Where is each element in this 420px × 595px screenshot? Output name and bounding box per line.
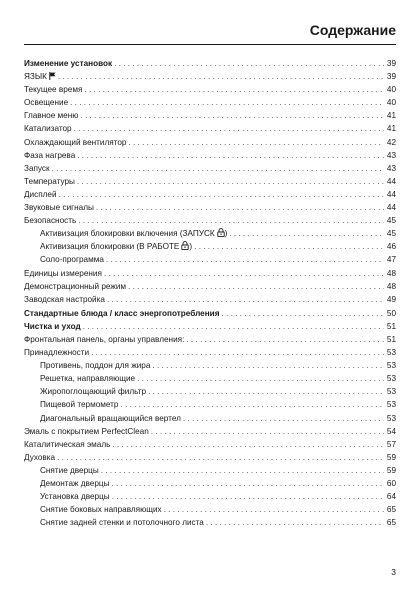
- toc-entry-page: 53: [386, 348, 396, 358]
- dot-leader: [57, 451, 384, 464]
- toc-entry[interactable]: [24, 333, 396, 346]
- toc-entry-page: 40: [386, 98, 396, 108]
- toc-entry-title: [24, 149, 75, 162]
- dot-leader: [101, 464, 384, 477]
- toc-entry[interactable]: [24, 425, 396, 438]
- toc-entry[interactable]: [24, 109, 396, 122]
- toc-entry[interactable]: [24, 96, 396, 109]
- toc-entry-text: Главное меню: [24, 111, 79, 121]
- toc-entry-text: Противень, поддон для жира: [40, 361, 151, 371]
- toc-entry[interactable]: [24, 359, 396, 372]
- toc-entry-title: [24, 136, 126, 149]
- toc-entry-page: 51: [386, 334, 396, 344]
- toc-entry[interactable]: [24, 175, 396, 188]
- toc-entry[interactable]: [24, 385, 396, 398]
- toc-entry-text: Снятие дверцы: [40, 465, 99, 475]
- toc-entry-page: 39: [386, 72, 396, 82]
- toc-entry[interactable]: [24, 267, 396, 280]
- toc-entry-page: 53: [386, 387, 396, 397]
- toc-entry-page: 53: [386, 400, 396, 410]
- toc-entry-text: Принадлежности: [24, 348, 90, 358]
- toc-entry-text: Звуковые сигналы: [24, 203, 94, 213]
- page-title: Содержание: [24, 22, 396, 45]
- toc-entry-page: 49: [386, 294, 396, 304]
- toc-entry[interactable]: [24, 307, 396, 320]
- toc-entry[interactable]: [24, 280, 396, 293]
- toc-entry[interactable]: [24, 372, 396, 385]
- toc-entry-text: Снятие задней стенки и потолочного листа: [40, 518, 204, 528]
- dot-leader: [183, 412, 384, 425]
- toc-entry-text: Дисплей: [24, 189, 57, 199]
- toc-entry-title: [24, 175, 75, 188]
- toc-entry-title: [24, 162, 50, 175]
- toc-entry[interactable]: [24, 293, 396, 306]
- toc-entry-title: [24, 122, 72, 135]
- toc-entry-page: 45: [386, 216, 396, 226]
- toc-entry[interactable]: [24, 516, 396, 529]
- toc-entry-title: [24, 490, 110, 503]
- toc-entry-title: [24, 214, 76, 227]
- dot-leader: [59, 188, 384, 201]
- toc-entry-text: Решетка, направляющие: [40, 374, 136, 384]
- toc-entry-text: Каталитическая эмаль: [24, 439, 111, 449]
- toc-entry-page: 41: [386, 124, 396, 134]
- toc-entry-title: [24, 267, 102, 280]
- dot-leader: [148, 385, 384, 398]
- toc-entry-page: 65: [386, 518, 396, 528]
- toc-entry-page: 47: [386, 255, 396, 265]
- toc-entry-text: Катализатор: [24, 124, 72, 134]
- toc-entry-title: [24, 96, 68, 109]
- toc-entry-title: [24, 346, 89, 359]
- toc-entry[interactable]: [24, 477, 396, 490]
- toc-entry-text: Эмаль с покрытием PerfectClean: [24, 426, 149, 436]
- table-of-contents: [24, 57, 396, 529]
- toc-entry-page: 53: [386, 374, 396, 384]
- dot-leader: [137, 372, 384, 385]
- toc-entry-page: 59: [386, 465, 396, 475]
- dot-leader: [112, 490, 384, 503]
- toc-entry[interactable]: [24, 227, 396, 240]
- toc-entry-page: 43: [386, 163, 396, 173]
- toc-entry-title: [24, 70, 56, 84]
- toc-entry-title: [24, 240, 192, 254]
- toc-entry-title: [24, 109, 78, 122]
- toc-entry-page: 41: [386, 111, 396, 121]
- dot-leader: [83, 320, 384, 333]
- toc-entry-title: [24, 83, 82, 96]
- toc-entry-title: [24, 438, 110, 451]
- dot-leader: [128, 280, 384, 293]
- toc-entry-text: Изменение установок: [24, 59, 113, 68]
- toc-entry-title: [24, 227, 227, 241]
- toc-entry-page: 46: [386, 242, 396, 252]
- toc-entry-text: Соло-программа: [40, 255, 104, 265]
- toc-entry-title: [24, 280, 126, 293]
- toc-entry-page: 44: [386, 189, 396, 199]
- toc-entry-text: Безопасность: [24, 216, 77, 226]
- toc-entry-text: Охлаждающий вентилятор: [24, 137, 127, 147]
- toc-entry[interactable]: [24, 398, 396, 411]
- toc-entry-page: 43: [386, 150, 396, 160]
- toc-entry-page: 40: [386, 85, 396, 95]
- toc-entry-page: 44: [386, 176, 396, 186]
- toc-entry-title: [24, 320, 81, 333]
- toc-entry-title: [24, 333, 184, 346]
- toc-entry-title: [24, 425, 149, 438]
- toc-entry[interactable]: [24, 451, 396, 464]
- dot-leader: [229, 227, 384, 240]
- toc-entry[interactable]: [24, 438, 396, 451]
- dot-leader: [77, 149, 384, 162]
- dot-leader: [114, 57, 384, 70]
- dot-leader: [186, 333, 384, 346]
- toc-entry[interactable]: [24, 83, 396, 96]
- toc-entry-title: [24, 516, 204, 529]
- toc-entry-page: 64: [386, 492, 396, 502]
- toc-entry-title: [24, 477, 109, 490]
- dot-leader: [91, 346, 384, 359]
- toc-entry-text: Заводская настройка: [24, 294, 105, 304]
- dot-leader: [120, 398, 384, 411]
- toc-entry-text: Температуры: [24, 176, 75, 186]
- toc-entry-text: Фронтальная панель, органы управления:: [24, 334, 185, 344]
- toc-entry-title: [24, 464, 99, 477]
- toc-entry-text: Фаза нагрева: [24, 150, 76, 160]
- toc-entry-text: Демонтаж дверцы: [40, 479, 110, 488]
- toc-entry-page: 44: [386, 203, 396, 213]
- toc-entry[interactable]: [24, 253, 396, 266]
- toc-entry[interactable]: [24, 162, 396, 175]
- toc-entry-title: [24, 359, 150, 372]
- toc-entry[interactable]: [24, 214, 396, 227]
- toc-entry-text: Активизация блокировки включения (ЗАПУСК: [40, 229, 215, 239]
- toc-entry[interactable]: [24, 188, 396, 201]
- toc-entry[interactable]: [24, 136, 396, 149]
- dot-leader: [111, 477, 384, 490]
- toc-entry-title: [24, 385, 146, 398]
- toc-entry-title: [24, 398, 118, 411]
- dot-leader: [80, 109, 384, 122]
- dot-leader: [104, 267, 384, 280]
- dot-leader: [70, 96, 384, 109]
- toc-entry[interactable]: [24, 412, 396, 425]
- dot-leader: [206, 516, 384, 529]
- toc-entry-page: 54: [386, 426, 396, 436]
- dot-leader: [84, 83, 384, 96]
- dot-leader: [96, 201, 384, 214]
- toc-entry[interactable]: [24, 240, 396, 253]
- toc-entry-text: Единицы измерения: [24, 268, 102, 278]
- toc-entry-page: 65: [386, 505, 396, 515]
- toc-entry-title: [24, 412, 181, 425]
- toc-entry-page: 45: [386, 229, 396, 239]
- toc-entry[interactable]: [24, 503, 396, 516]
- dot-leader: [107, 293, 384, 306]
- toc-entry-page: 53: [386, 361, 396, 371]
- toc-entry-text: Стандартные блюда / класс энергопотребления: [24, 308, 220, 318]
- toc-entry-page: 59: [386, 452, 396, 462]
- toc-entry-title: [24, 451, 55, 464]
- dot-leader: [106, 253, 384, 266]
- toc-entry-page: 51: [386, 321, 396, 331]
- toc-entry[interactable]: [24, 320, 396, 333]
- toc-entry-text: Снятие боковых направляющих: [40, 505, 162, 515]
- toc-entry-page: 50: [386, 308, 396, 318]
- toc-entry-page: 53: [386, 413, 396, 423]
- toc-entry-title: [24, 253, 104, 266]
- toc-entry-text: Чистка и уход: [24, 321, 81, 331]
- dot-leader: [78, 214, 384, 227]
- dot-leader: [74, 122, 384, 135]
- toc-entry-text: Запуск: [24, 163, 50, 173]
- toc-entry-page: 57: [386, 439, 396, 449]
- toc-entry-page: 42: [386, 137, 396, 147]
- toc-entry-text: Жиропоглощающий фильтр: [40, 387, 147, 397]
- toc-entry-text: Диагональный вращающийся вертел: [40, 413, 181, 423]
- toc-entry-page: 60: [386, 479, 396, 488]
- toc-entry-text: Пищевой термометр: [40, 400, 119, 410]
- toc-entry-title: [24, 372, 135, 385]
- page-number: 3: [391, 567, 396, 577]
- toc-entry[interactable]: [24, 122, 396, 135]
- toc-entry-text: Установка дверцы: [40, 492, 110, 502]
- toc-entry[interactable]: [24, 149, 396, 162]
- toc-entry-title: [24, 307, 219, 320]
- toc-entry-title: [24, 503, 162, 516]
- dot-leader: [112, 438, 384, 451]
- dot-leader: [221, 307, 384, 320]
- toc-entry-title: [24, 188, 57, 201]
- toc-entry[interactable]: [24, 346, 396, 359]
- toc-entry-title: [24, 201, 94, 214]
- dot-leader: [58, 70, 384, 83]
- toc-entry[interactable]: [24, 464, 396, 477]
- toc-entry-text: Освещение: [24, 98, 69, 108]
- toc-entry-suffix: ): [189, 242, 193, 252]
- dot-leader: [164, 503, 384, 516]
- toc-entry-suffix: ): [224, 229, 228, 239]
- dot-leader: [52, 162, 384, 175]
- toc-entry-text: ЯЗЫК: [24, 72, 47, 82]
- toc-entry-text: Демонстрационный режим: [24, 281, 127, 291]
- toc-entry-title: [24, 293, 105, 306]
- toc-entry-text: Духовка: [24, 452, 56, 462]
- toc-entry-page: 39: [386, 59, 396, 68]
- toc-entry-text: Активизация блокировки (В РАБОТЕ: [40, 242, 180, 252]
- dot-leader: [128, 136, 384, 149]
- toc-entry-title: [24, 57, 112, 70]
- toc-entry[interactable]: [24, 490, 396, 503]
- dot-leader: [151, 425, 384, 438]
- toc-entry[interactable]: [24, 70, 396, 83]
- toc-entry[interactable]: [24, 201, 396, 214]
- dot-leader: [77, 175, 384, 188]
- dot-leader: [152, 359, 384, 372]
- toc-entry-text: Текущее время: [24, 85, 83, 95]
- toc-entry[interactable]: [24, 57, 396, 70]
- toc-entry-page: 48: [386, 281, 396, 291]
- dot-leader: [194, 240, 384, 253]
- toc-entry-page: 48: [386, 268, 396, 278]
